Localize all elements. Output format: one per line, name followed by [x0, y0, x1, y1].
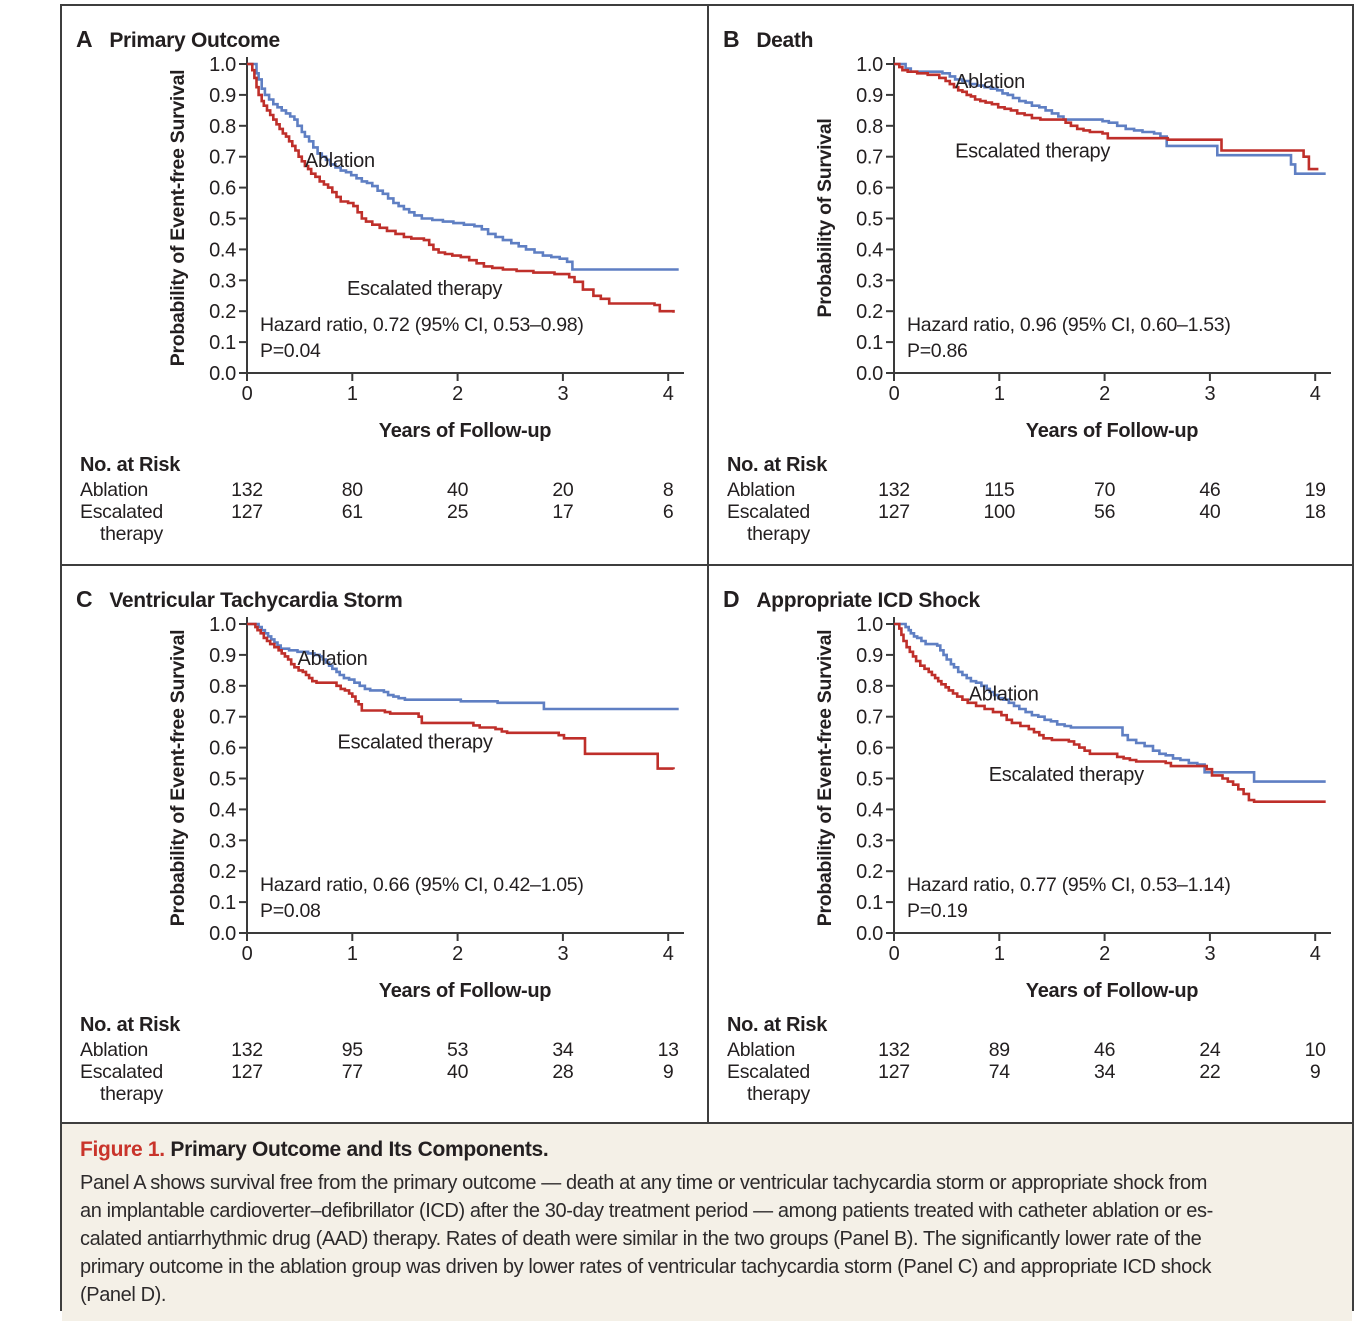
- risk-value-ablation: 46: [1094, 1039, 1116, 1061]
- y-tick-label: 0.7: [856, 146, 883, 169]
- ablation-curve-label: Ablation: [297, 647, 368, 670]
- risk-value-escalated: 127: [878, 501, 910, 523]
- y-tick-label: 1.0: [856, 54, 883, 76]
- y-tick-label: 0.4: [209, 239, 236, 262]
- y-tick-label: 0.5: [856, 768, 883, 791]
- x-axis-title: Years of Follow-up: [1025, 420, 1199, 442]
- hazard-ratio-text: Hazard ratio, 0.77 (95% CI, 0.53–1.14): [907, 874, 1231, 896]
- risk-value-ablation: 95: [341, 1039, 363, 1061]
- risk-value-ablation: 13: [657, 1039, 679, 1061]
- y-tick-label: 0.2: [856, 301, 883, 324]
- panel-letter: B: [723, 26, 740, 52]
- risk-value-escalated: 127: [878, 1061, 910, 1083]
- risk-value-escalated: 40: [447, 1061, 469, 1083]
- panel-title: [723, 586, 980, 613]
- km-chart-icd-shock: [709, 566, 1352, 1122]
- caption-title-text: Primary Outcome and Its Components.: [170, 1138, 549, 1161]
- risk-value-escalated: 18: [1304, 501, 1326, 523]
- y-tick-label: 1.0: [209, 54, 236, 76]
- risk-value-escalated: 127: [231, 501, 263, 523]
- y-tick-label: 0.5: [209, 768, 236, 791]
- escalated-curve-label: Escalated therapy: [988, 763, 1144, 786]
- risk-value-ablation: 115: [984, 479, 1015, 501]
- y-tick-label: 0.9: [856, 644, 883, 667]
- risk-value-escalated: 17: [552, 501, 574, 523]
- y-tick-label: 0.3: [856, 270, 883, 293]
- x-tick-label: 1: [993, 943, 1005, 965]
- y-tick-label: 0.1: [856, 332, 883, 355]
- panel-name: Death: [756, 29, 814, 52]
- hazard-ratio-text: Hazard ratio, 0.96 (95% CI, 0.60–1.53): [907, 314, 1231, 336]
- panel-name: Ventricular Tachycardia Storm: [109, 589, 403, 612]
- risk-row-ablation-label: Ablation: [80, 1039, 149, 1061]
- escalated-curve-label: Escalated therapy: [955, 140, 1111, 163]
- panel-name: Primary Outcome: [109, 29, 280, 52]
- x-tick-label: 2: [1099, 383, 1111, 405]
- x-tick-label: 1: [993, 383, 1005, 405]
- risk-value-ablation: 53: [447, 1039, 469, 1061]
- risk-value-escalated: 127: [231, 1061, 263, 1083]
- y-axis-title: Probability of Event-free Survival: [167, 69, 189, 367]
- risk-value-escalated: 34: [1094, 1061, 1116, 1083]
- caption-title: [80, 1138, 1332, 1162]
- risk-value-ablation: 20: [552, 479, 574, 501]
- x-tick-label: 3: [1204, 383, 1216, 405]
- x-axis-title: Years of Follow-up: [378, 420, 552, 442]
- y-tick-label: 0.9: [856, 84, 883, 107]
- panel-vt-storm: [62, 564, 707, 1122]
- risk-value-ablation: 19: [1304, 479, 1326, 501]
- x-tick-label: 3: [1204, 943, 1216, 965]
- curve-ablation: [894, 624, 1326, 782]
- risk-row-escalated-label2: therapy: [747, 523, 810, 545]
- hazard-ratio-text: Hazard ratio, 0.72 (95% CI, 0.53–0.98): [260, 314, 584, 336]
- x-axis-title: Years of Follow-up: [378, 980, 552, 1002]
- y-tick-label: 0.2: [209, 861, 236, 884]
- risk-value-ablation: 132: [878, 1039, 910, 1061]
- risk-row-escalated-label2: therapy: [100, 1083, 163, 1105]
- escalated-curve-label: Escalated therapy: [337, 731, 493, 754]
- caption-line: calated antiarrhythmic drug (AAD) therapy. Rates of death were similar in the two groups (Panel B). The significantly lower rate of the: [80, 1228, 1202, 1250]
- x-tick-label: 4: [1309, 943, 1321, 965]
- panel-primary-outcome: [62, 6, 707, 564]
- y-tick-label: 0.8: [209, 675, 236, 698]
- risk-row-ablation-label: Ablation: [727, 479, 796, 501]
- y-tick-label: 0.1: [209, 332, 236, 355]
- risk-value-ablation: 10: [1304, 1039, 1326, 1061]
- risk-value-ablation: 132: [231, 479, 263, 501]
- risk-value-ablation: 89: [988, 1039, 1010, 1061]
- curve-escalated-therapy: [247, 64, 674, 313]
- y-tick-label: 0.1: [209, 892, 236, 915]
- panel-letter: D: [723, 586, 740, 612]
- y-tick-label: 0.6: [856, 737, 883, 760]
- x-axis-title: Years of Follow-up: [1025, 980, 1199, 1002]
- risk-value-ablation: 132: [878, 479, 910, 501]
- ablation-curve-label: Ablation: [955, 70, 1025, 93]
- panel-death: [707, 6, 1352, 564]
- y-tick-label: 0.7: [856, 706, 883, 729]
- y-tick-label: 0.6: [209, 177, 236, 200]
- y-axis-title: Probability of Event-free Survival: [814, 629, 836, 927]
- risk-table-header: No. at Risk: [80, 454, 181, 476]
- risk-row-escalated-label: Escalated: [80, 501, 163, 523]
- y-tick-label: 0.9: [209, 84, 236, 107]
- panels-grid: [62, 6, 1352, 1122]
- x-tick-label: 0: [241, 383, 253, 405]
- y-tick-label: 0.8: [209, 115, 236, 138]
- risk-row-escalated-label: Escalated: [727, 501, 810, 523]
- risk-value-ablation: 24: [1199, 1039, 1221, 1061]
- risk-value-ablation: 46: [1199, 479, 1221, 501]
- y-tick-label: 0.0: [209, 923, 236, 945]
- panel-title: [723, 26, 813, 53]
- panel-letter: C: [76, 586, 93, 612]
- y-tick-label: 0.3: [856, 830, 883, 853]
- x-tick-label: 1: [346, 383, 358, 405]
- km-chart-death: [709, 6, 1352, 564]
- figure-caption: [62, 1122, 1352, 1321]
- risk-value-escalated: 28: [552, 1061, 574, 1083]
- risk-value-escalated: 6: [662, 501, 674, 523]
- y-tick-label: 0.0: [856, 363, 883, 385]
- risk-row-escalated-label2: therapy: [747, 1083, 810, 1105]
- y-tick-label: 0.6: [209, 737, 236, 760]
- caption-line: (Panel D).: [80, 1284, 167, 1306]
- figure-number-label: Figure 1.: [80, 1138, 165, 1161]
- caption-line: primary outcome in the ablation group was driven by lower rates of ventricular tachycardia storm (Panel C) and appropriate ICD shock: [80, 1256, 1212, 1278]
- risk-value-escalated: 56: [1094, 501, 1116, 523]
- risk-row-ablation-label: Ablation: [80, 479, 149, 501]
- hazard-ratio-text: Hazard ratio, 0.66 (95% CI, 0.42–1.05): [260, 874, 584, 896]
- risk-value-escalated: 74: [988, 1061, 1010, 1083]
- x-tick-label: 4: [662, 383, 674, 405]
- risk-value-escalated: 9: [662, 1061, 674, 1083]
- y-tick-label: 0.4: [209, 799, 236, 822]
- y-tick-label: 1.0: [209, 614, 236, 636]
- risk-value-escalated: 25: [447, 501, 469, 523]
- risk-row-ablation-label: Ablation: [727, 1039, 796, 1061]
- risk-table-header: No. at Risk: [727, 1014, 828, 1036]
- risk-row-escalated-label2: therapy: [100, 523, 163, 545]
- y-tick-label: 0.5: [856, 208, 883, 231]
- risk-table-header: No. at Risk: [80, 1014, 181, 1036]
- y-tick-label: 0.8: [856, 675, 883, 698]
- ablation-curve-label: Ablation: [304, 149, 375, 172]
- risk-value-escalated: 22: [1199, 1061, 1221, 1083]
- risk-value-escalated: 61: [341, 501, 363, 523]
- y-axis-title: Probability of Survival: [814, 118, 836, 318]
- y-tick-label: 0.0: [209, 363, 236, 385]
- p-value-text: P=0.08: [260, 900, 321, 922]
- y-tick-label: 0.7: [209, 146, 236, 169]
- risk-value-ablation: 40: [447, 479, 469, 501]
- x-tick-label: 4: [662, 943, 674, 965]
- x-tick-label: 3: [557, 943, 569, 965]
- y-tick-label: 0.3: [209, 270, 236, 293]
- x-tick-label: 0: [888, 383, 900, 405]
- y-axis-title: Probability of Event-free Survival: [167, 629, 189, 927]
- risk-value-escalated: 100: [983, 501, 1016, 523]
- risk-table-header: No. at Risk: [727, 454, 828, 476]
- risk-row-escalated-label: Escalated: [80, 1061, 163, 1083]
- figure-box: [60, 4, 1354, 1311]
- x-tick-label: 2: [1099, 943, 1111, 965]
- x-tick-label: 1: [346, 943, 358, 965]
- panel-icd-shock: [707, 564, 1352, 1122]
- y-tick-label: 1.0: [856, 614, 883, 636]
- escalated-curve-label: Escalated therapy: [347, 278, 503, 301]
- y-tick-label: 0.5: [209, 208, 236, 231]
- risk-value-escalated: 9: [1309, 1061, 1321, 1083]
- panel-title: [76, 26, 280, 53]
- risk-value-ablation: 80: [341, 479, 363, 501]
- caption-line: an implantable cardioverter–defibrillator (ICD) after the 30-day treatment period — among patients treated with catheter ablation or es-: [80, 1200, 1213, 1222]
- y-tick-label: 0.2: [209, 301, 236, 324]
- risk-value-ablation: 8: [662, 479, 674, 501]
- y-tick-label: 0.4: [856, 239, 883, 262]
- risk-value-ablation: 132: [231, 1039, 263, 1061]
- panel-letter: A: [76, 26, 93, 52]
- p-value-text: P=0.86: [907, 340, 968, 362]
- y-tick-label: 0.2: [856, 861, 883, 884]
- x-tick-label: 2: [452, 383, 464, 405]
- p-value-text: P=0.19: [907, 900, 968, 922]
- y-tick-label: 0.4: [856, 799, 883, 822]
- x-tick-label: 0: [241, 943, 253, 965]
- y-tick-label: 0.0: [856, 923, 883, 945]
- y-tick-label: 0.1: [856, 892, 883, 915]
- y-tick-label: 0.7: [209, 706, 236, 729]
- risk-row-escalated-label: Escalated: [727, 1061, 810, 1083]
- caption-body: [80, 1169, 1332, 1309]
- x-tick-label: 0: [888, 943, 900, 965]
- km-chart-primary-outcome: [62, 6, 707, 564]
- y-tick-label: 0.6: [856, 177, 883, 200]
- caption-line: Panel A shows survival free from the primary outcome — death at any time or ventricular tachycardia storm or appropriate shock from: [80, 1172, 1207, 1194]
- panel-name: Appropriate ICD Shock: [756, 589, 980, 612]
- risk-value-ablation: 70: [1094, 479, 1116, 501]
- y-tick-label: 0.9: [209, 644, 236, 667]
- x-tick-label: 4: [1309, 383, 1321, 405]
- y-tick-label: 0.3: [209, 830, 236, 853]
- risk-value-escalated: 40: [1199, 501, 1221, 523]
- y-tick-label: 0.8: [856, 115, 883, 138]
- risk-value-escalated: 77: [341, 1061, 363, 1083]
- ablation-curve-label: Ablation: [968, 683, 1039, 706]
- panel-title: [76, 586, 403, 613]
- p-value-text: P=0.04: [260, 340, 321, 362]
- risk-value-ablation: 34: [552, 1039, 574, 1061]
- x-tick-label: 2: [452, 943, 464, 965]
- x-tick-label: 3: [557, 383, 569, 405]
- km-chart-vt-storm: [62, 566, 707, 1122]
